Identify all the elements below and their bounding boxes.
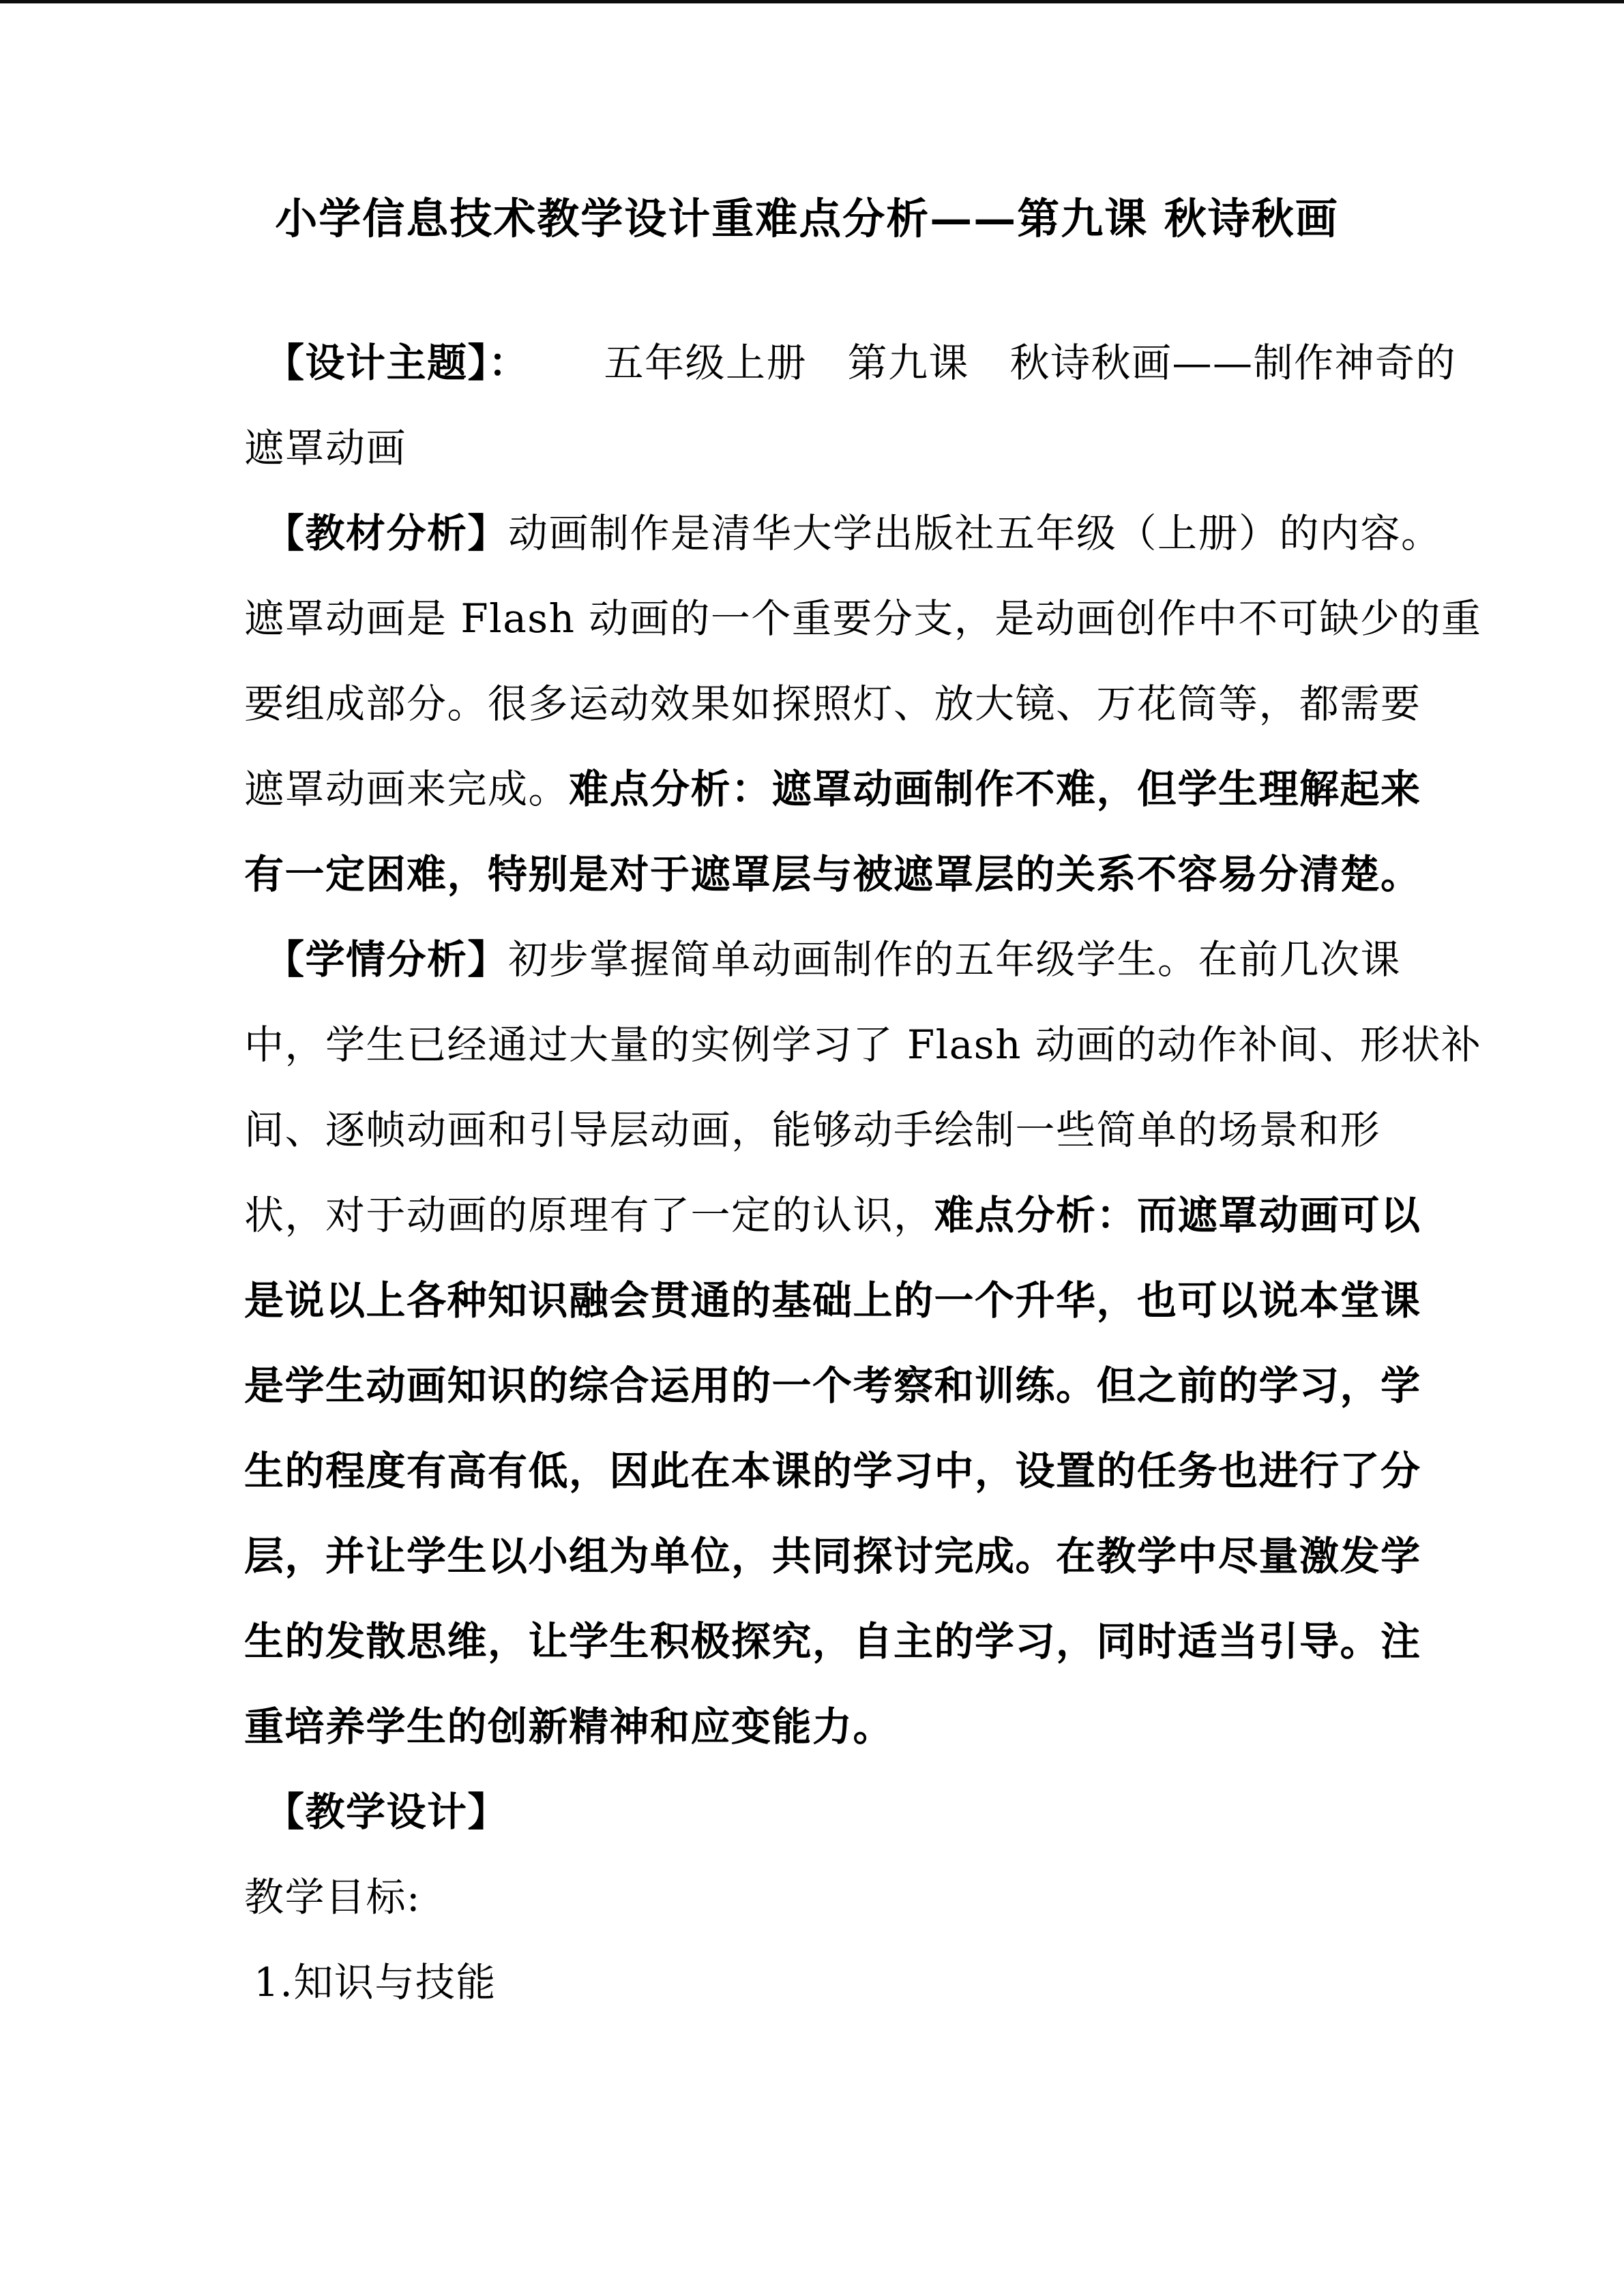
material-analysis-line-3 (244, 661, 1421, 747)
material-analysis-heading (244, 491, 1442, 576)
text-run-bold: 【教学设计】 (265, 1789, 509, 1835)
title-spacer (244, 240, 1370, 320)
text-run: 五年级上册 第九课 秋诗秋画——制作神奇的 (509, 340, 1456, 386)
text-run: 间、逐帧动画和引导层动画，能够动手绘制一些简单的场景和形 (244, 1107, 1381, 1153)
student-analysis-line-2 (244, 1002, 1482, 1088)
text-run: 遮罩动画是 Flash 动画的一个重要分支，是动画创作中不可缺少的重 (244, 595, 1482, 642)
material-analysis-line-2 (244, 576, 1482, 661)
page-top-rule (0, 0, 1624, 3)
student-analysis-heading (244, 917, 1402, 1002)
student-analysis-line-3 (244, 1088, 1381, 1173)
text-run: 初步掌握简单动画制作的五年级学生。在前几次课 (508, 936, 1402, 983)
text-run: 遮罩动画 (244, 425, 407, 471)
text-run-bold: 生的发散思维，让学生积极探究，自主的学习，同时适当引导。注 (244, 1618, 1421, 1665)
student-analysis-line-5 (244, 1258, 1421, 1343)
design-theme-continuation (244, 406, 1370, 491)
teaching-goal-item-1 (244, 1940, 1370, 2025)
teaching-design-heading (244, 1770, 1370, 1855)
text-run: 遮罩动画来完成。 (244, 766, 570, 812)
text-run-bold: 难点分析：遮罩动画制作不难，但学生理解起来 (569, 766, 1421, 812)
student-analysis-line-4 (244, 1173, 1421, 1258)
text-run-bold: 【教材分析】 (265, 510, 509, 556)
teaching-goal-label (244, 1855, 1370, 1940)
text-run-bold: 生的程度有高有低，因此在本课的学习中，设置的任务也进行了分 (244, 1448, 1421, 1494)
document-lines (244, 320, 1482, 2025)
student-analysis-line-8 (244, 1514, 1421, 1599)
text-run: 教学目标: (244, 1874, 422, 1920)
student-analysis-line-10 (244, 1684, 1370, 1770)
text-run-bold: 是说以上各种知识融会贯通的基础上的一个升华，也可以说本堂课 (244, 1277, 1421, 1324)
design-theme-heading (244, 320, 1456, 406)
page-title: 小学信息技术教学设计重难点分析——第九课 秋诗秋画 (275, 194, 1339, 243)
text-run-bold: 【学情分析】 (265, 936, 509, 983)
text-run: 要组成部分。很多运动效果如探照灯、放大镜、万花筒等，都需要 (244, 681, 1421, 727)
text-run-bold: 【设计主题】： (265, 340, 510, 386)
text-run: 中，学生已经通过大量的实例学习了 Flash 动画的动作补间、形状补 (244, 1022, 1482, 1068)
text-run: 1.知识与技能 (254, 1959, 497, 2006)
text-run-bold: 是学生动画知识的综合运用的一个考察和训练。但之前的学习，学 (244, 1362, 1421, 1409)
text-run-bold: 难点分析：而遮罩动画可以 (934, 1192, 1421, 1238)
student-analysis-line-7 (244, 1429, 1421, 1514)
text-run-bold: 有一定困难，特别是对于遮罩层与被遮罩层的关系不容易分清楚。 (244, 851, 1421, 897)
material-analysis-line-5 (244, 832, 1421, 917)
text-run: 状，对于动画的原理有了一定的认识， (244, 1192, 934, 1238)
material-analysis-line-4 (244, 747, 1421, 832)
document-body (244, 194, 1482, 2025)
text-run-bold: 层，并让学生以小组为单位，共同探讨完成。在教学中尽量激发学 (244, 1533, 1421, 1579)
student-analysis-line-6 (244, 1343, 1421, 1429)
text-run: 动画制作是清华大学出版社五年级（上册）的内容。 (508, 510, 1442, 556)
student-analysis-line-9 (244, 1599, 1421, 1684)
text-run-bold: 重培养学生的创新精神和应变能力。 (244, 1703, 894, 1750)
